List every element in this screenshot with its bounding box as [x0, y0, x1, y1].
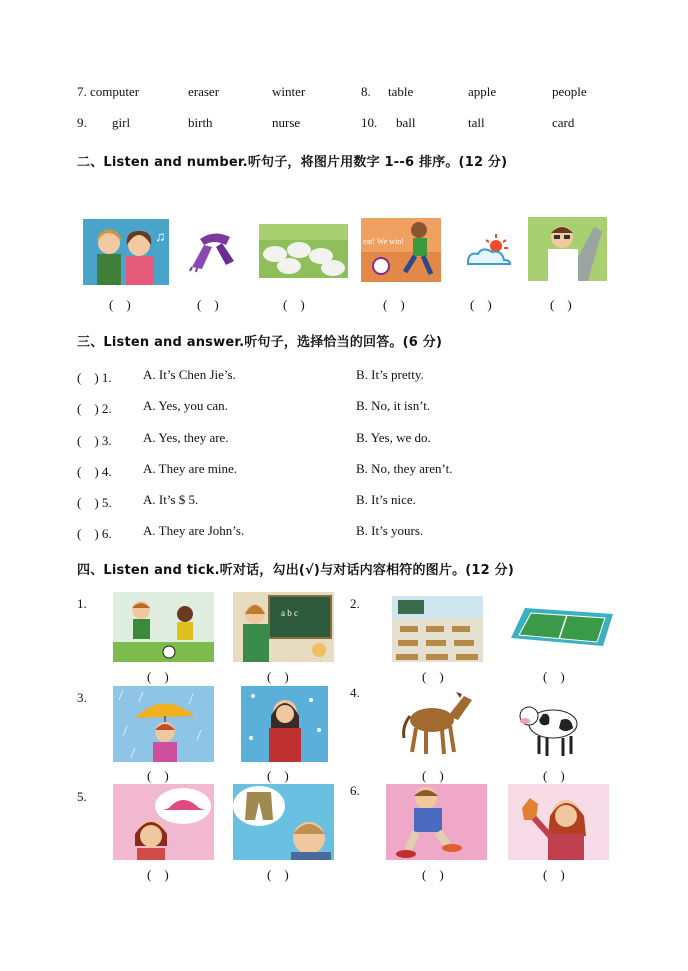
vocab-9: 9. [77, 115, 87, 130]
answer-paren[interactable]: ( ) [543, 768, 565, 783]
option-a: A. They are mine. [143, 461, 237, 476]
question-number[interactable]: ( ) 2. [77, 401, 112, 416]
picture-sunny-cloud [464, 232, 514, 268]
option-b: B. Yes, we do. [356, 430, 431, 445]
answer-paren[interactable]: ( ) [147, 768, 169, 783]
option-a: A. Yes, they are. [143, 430, 229, 445]
vocab-word: tall [468, 115, 485, 130]
option-a: A. They are John’s. [143, 523, 245, 538]
picture-man-pants-thought [233, 784, 334, 860]
vocab-word: nurse [272, 115, 301, 130]
section2-title: 二、Listen and number.听句子，将图片用数字 1--6 排序。(12 分) [77, 155, 508, 170]
section4-title: 四、Listen and tick.听对话，勾出(√)与对话内容相符的图片。(12 分) [77, 563, 514, 578]
option-a: A. It’s Chen Jie’s. [143, 367, 236, 382]
vocab-word: winter [272, 84, 306, 99]
answer-paren[interactable]: ( ) [543, 867, 565, 882]
question-number[interactable]: ( ) 5. [77, 495, 112, 510]
answer-paren[interactable]: ( ) [550, 297, 572, 312]
question-number[interactable]: ( ) 1. [77, 370, 112, 385]
svg-text:♫: ♫ [155, 230, 166, 245]
item-number: 4. [350, 685, 360, 700]
picture-singing-girls [83, 219, 169, 285]
picture-boys-playing [113, 592, 214, 662]
answer-paren[interactable]: ( ) [267, 768, 289, 783]
picture-man-shoes [386, 784, 487, 860]
option-b: B. It’s nice. [356, 492, 416, 507]
banner-text: eat! We win! [363, 237, 404, 246]
answer-paren[interactable]: ( ) [422, 867, 444, 882]
answer-paren[interactable]: ( ) [470, 297, 492, 312]
picture-horse [386, 686, 487, 762]
section3-title: 三、Listen and answer.听句子，选择恰当的回答。(6 分) [77, 335, 443, 350]
item-number: 3. [77, 690, 87, 705]
item-number: 1. [77, 596, 87, 611]
vocab-word: people [552, 84, 587, 99]
picture-girl-gloves [508, 784, 609, 860]
picture-scarf [186, 225, 242, 273]
answer-paren[interactable]: ( ) [147, 669, 169, 684]
picture-girl-hat-thought [113, 784, 214, 860]
picture-rainy-umbrella [113, 686, 214, 762]
question-number[interactable]: ( ) 4. [77, 464, 112, 479]
option-a: A. Yes, you can. [143, 398, 228, 413]
vocab-word: eraser [188, 84, 220, 99]
option-b: B. No, it isn’t. [356, 398, 431, 413]
answer-paren[interactable]: ( ) [422, 768, 444, 783]
picture-court [505, 600, 622, 652]
answer-paren[interactable]: ( ) [197, 297, 219, 312]
option-a: A. It’s $ 5. [143, 492, 199, 507]
answer-paren[interactable]: ( ) [383, 297, 405, 312]
answer-paren[interactable]: ( ) [422, 669, 444, 684]
answer-paren[interactable]: ( ) [543, 669, 565, 684]
option-b: B. No, they aren’t. [356, 461, 453, 476]
vocab-word: apple [468, 84, 497, 99]
vocab-word: table [388, 84, 414, 99]
vocab-word: card [552, 115, 575, 130]
question-number[interactable]: ( ) 3. [77, 433, 112, 448]
vocab-7: 7. computer [77, 84, 140, 99]
picture-snowy-girl [241, 686, 328, 762]
answer-paren[interactable]: ( ) [267, 669, 289, 684]
item-number: 6. [350, 783, 360, 798]
vocab-word: birth [188, 115, 213, 130]
item-number: 2. [350, 596, 360, 611]
picture-soccer-boy [361, 218, 441, 282]
picture-sheep [259, 224, 348, 278]
question-number[interactable]: ( ) 6. [77, 526, 112, 541]
vocab-10: 10. [361, 115, 378, 130]
picture-tall-man [528, 217, 607, 281]
board-text: a b c [281, 608, 298, 618]
answer-paren[interactable]: ( ) [283, 297, 305, 312]
vocab-word: ball [396, 115, 416, 130]
picture-cow [517, 686, 585, 762]
picture-teacher-board [233, 592, 334, 662]
answer-paren[interactable]: ( ) [267, 867, 289, 882]
vocab-word: girl [112, 115, 131, 130]
picture-classroom [392, 596, 483, 662]
option-b: B. It’s yours. [356, 523, 424, 538]
answer-paren[interactable]: ( ) [147, 867, 169, 882]
option-b: B. It’s pretty. [356, 367, 424, 382]
item-number: 5. [77, 789, 87, 804]
vocab-8: 8. [361, 84, 371, 99]
answer-paren[interactable]: ( ) [109, 297, 131, 312]
